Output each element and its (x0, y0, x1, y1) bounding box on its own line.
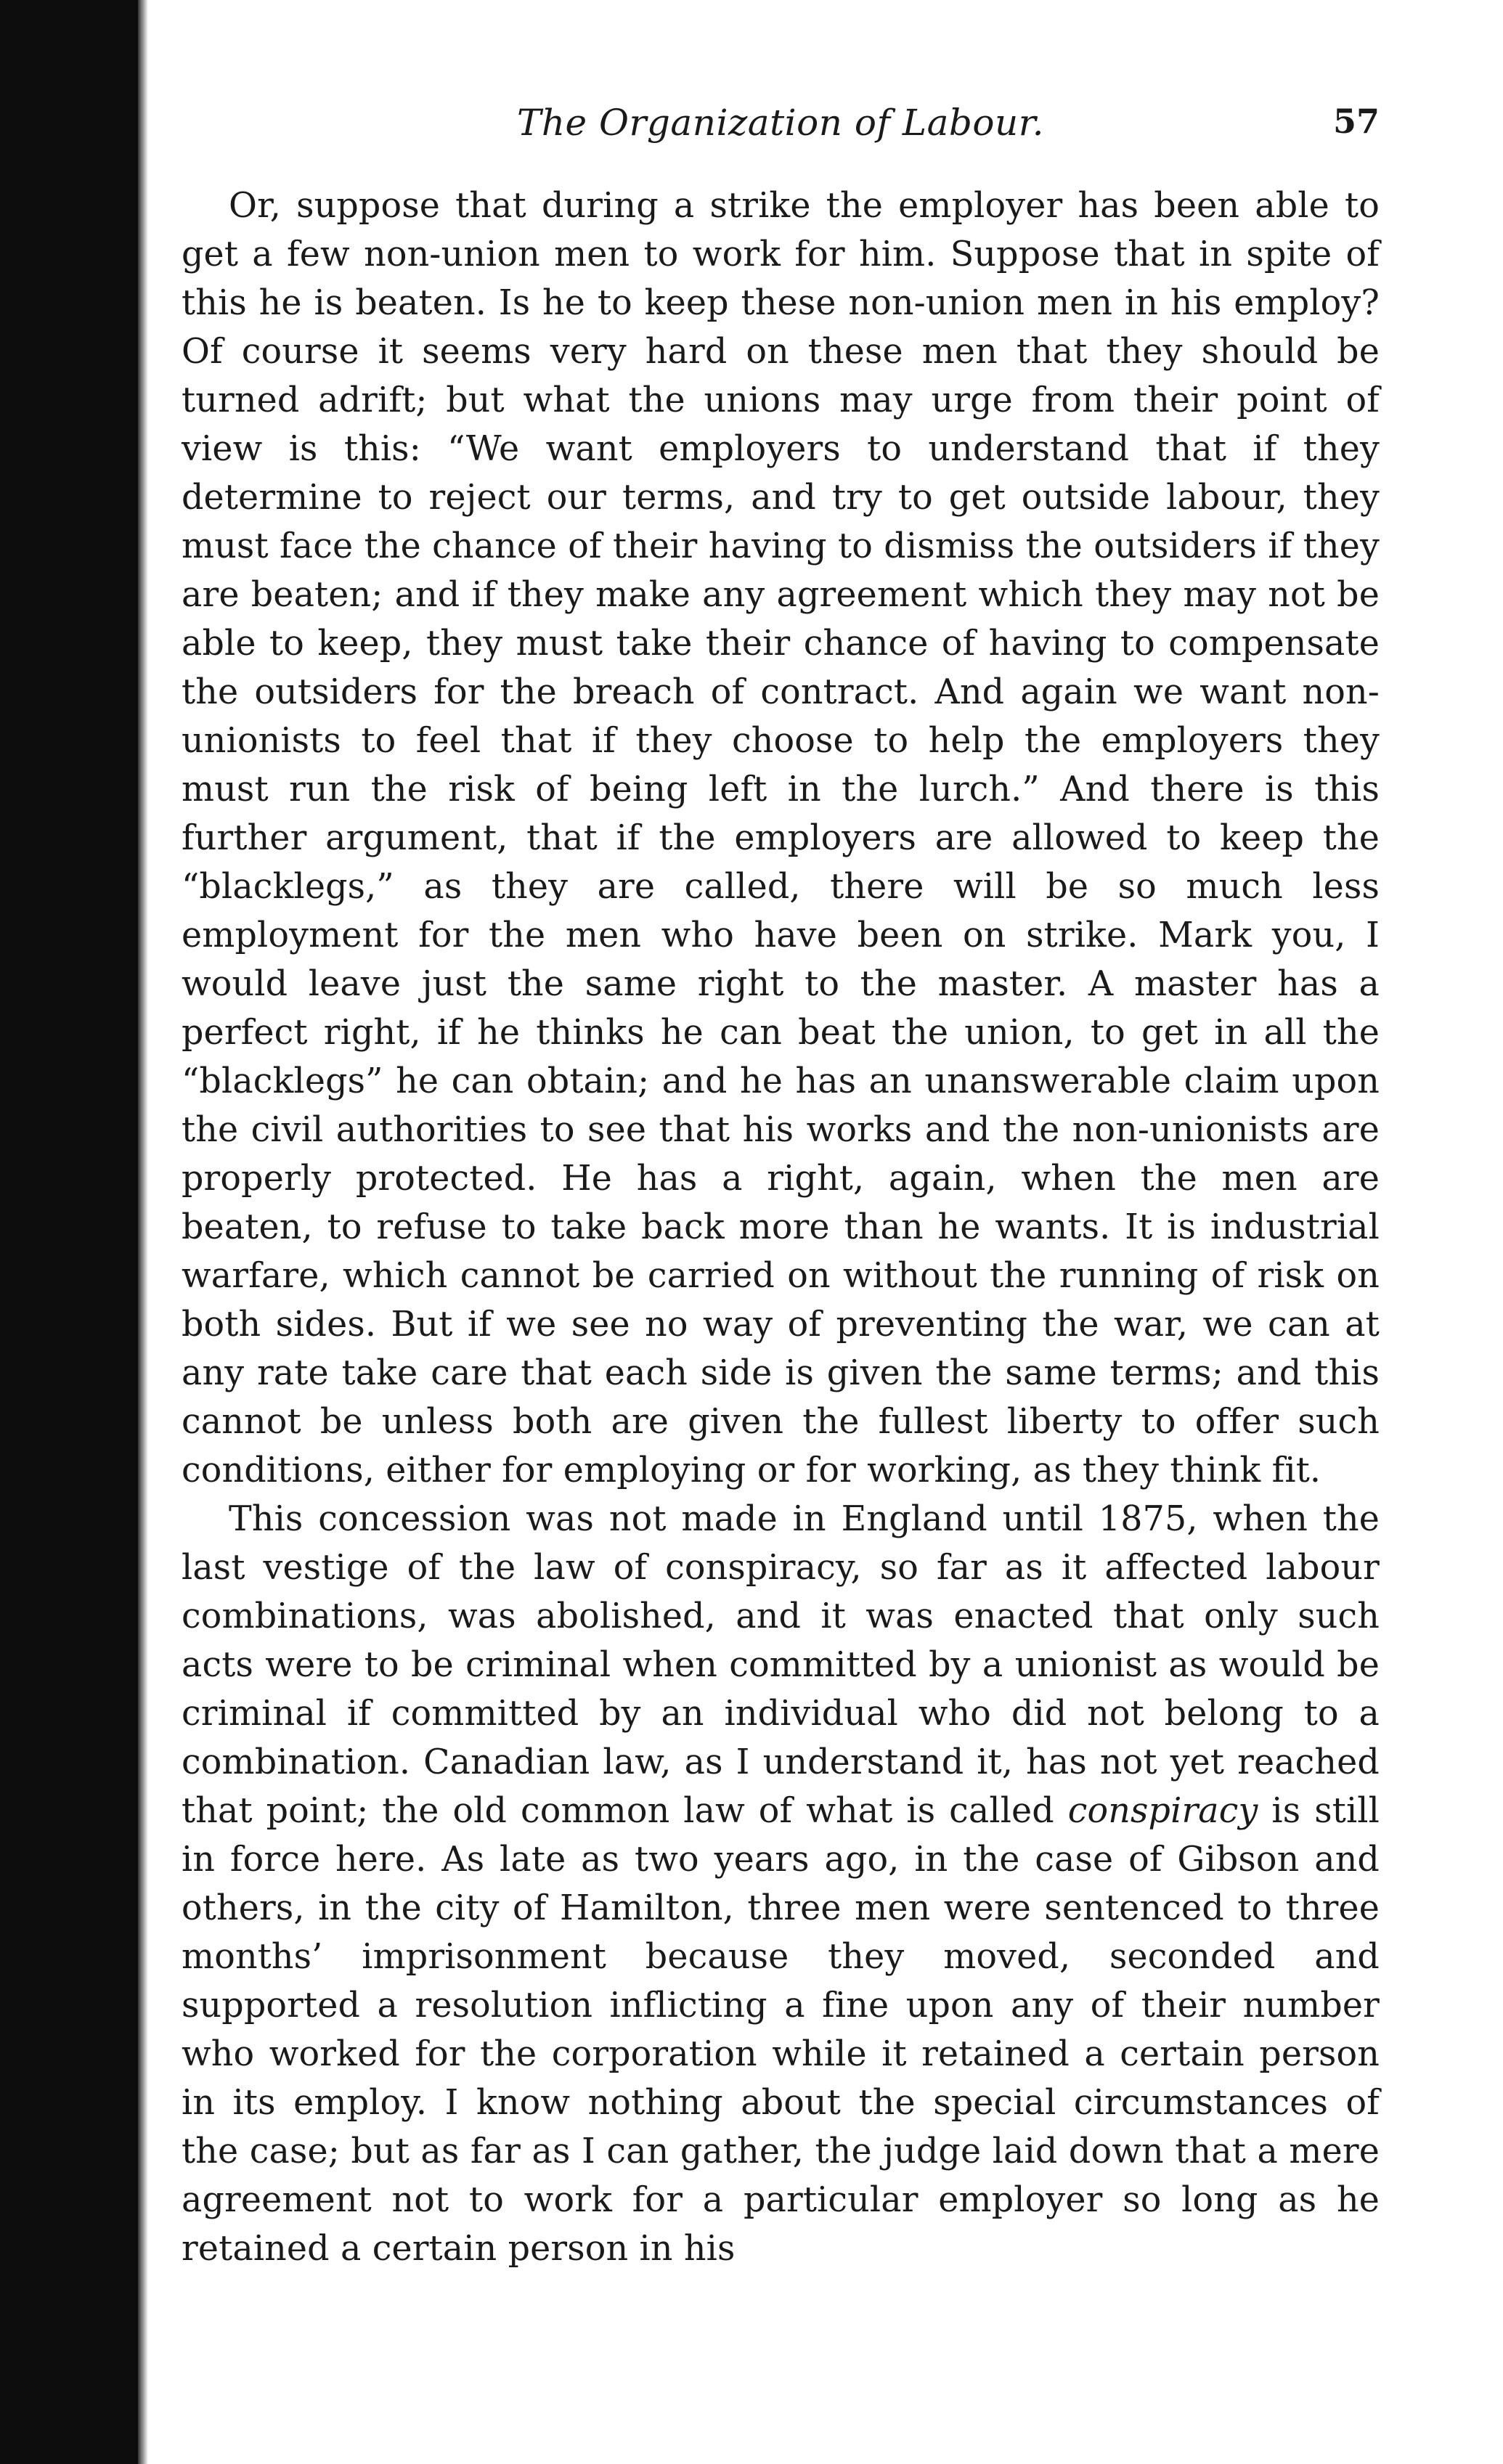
paragraph-1 (182, 181, 1380, 1495)
running-head (182, 102, 1380, 167)
page-number: 57 (1332, 102, 1380, 141)
scanned-binding-edge (0, 0, 138, 2464)
italic-term: conspiracy (1067, 1791, 1258, 1831)
paragraph-1-text: Or, suppose that during a strike the employer has been able to get a few non-union men to work for him. Suppose that in spite of this he is beaten. Is he to keep these non-union men in his employ? Of course it seems very hard on these men that they should be turned adrift; but what the unions may urge from their point of view is this: “We want employers to understand that if they determine to reject our terms, and try to get outside labour, they must face the chance of their having to dismiss the outsiders if they are beaten; and if they make any agreement which they may not be able to keep, they must take their chance of having to compensate the outsiders for the breach of contract. And again we want non-unionists to feel that if they choose to help the employers they must run the risk of being left in the lurch.” And there is this further argument, that if the employers are allowed to keep the “blacklegs,” as they are called, there will be so much less employment for the men who have been on strike. Mark you, I would leave just the same right to the master. A master has a perfect right, if he thinks he can beat the union, to get in all the “blacklegs” he can obtain; and he has an unanswerable claim upon the civil authorities to see that his works and the non-unionists are properly protected. He has a right, again, when the men are beaten, to refuse to take back more than he wants. It is industrial warfare, which cannot be carried on without the running of risk on both sides. But if we see no way of preventing the war, we can at any rate take care that each side is given the same terms; and this cannot be unless both are given the fullest liberty to offer such conditions, either for employing or for working, as they think fit. (182, 186, 1380, 1490)
paragraph-2-text-end: is still in force here. As late as two years ago, in the case of Gibson and others, in the city of Hamilton, three men were sentenced to three months’ imprisonment because they moved, seconded and supported a resolution inflicting a fine upon any of their number who worked for the corporation while it retained a certain person in its employ. I know nothing about the special circumstances of the case; but as far as I can gather, the judge laid down that a mere agreement not to work for a particular employer so long as he retained a certain person in his (182, 1791, 1380, 2269)
running-title: The Organization of Labour. (517, 102, 1044, 144)
book-page (182, 102, 1380, 2273)
paragraph-2-text-start: This concession was not made in England until 1875, when the last vestige of the law of conspiracy, so far as it affected labour combinations, was abolished, and it was enacted that only such acts were to be criminal when committed by a unionist as would be criminal if committed by an individual who did not belong to a combination. Canadian law, as I understand it, has not yet reached that point; the old common law of what is called (182, 1499, 1380, 1831)
body-text (182, 181, 1380, 2273)
paragraph-2 (182, 1495, 1380, 2273)
